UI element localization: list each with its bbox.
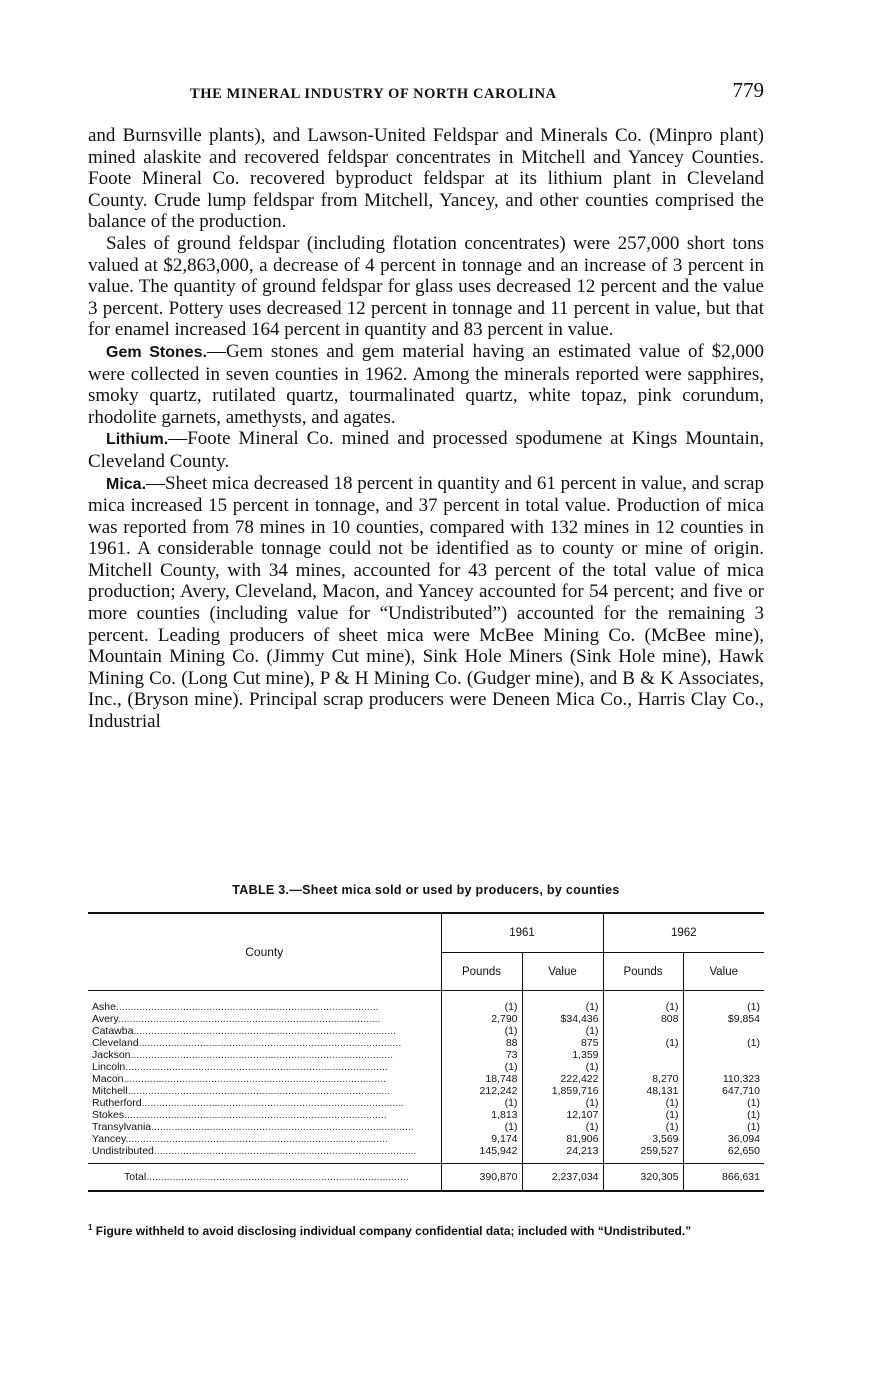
table-row bbox=[88, 1013, 764, 1025]
cell-pounds-1961: 9,174 bbox=[441, 1133, 522, 1145]
cell-value-1961: $34,436 bbox=[522, 1013, 603, 1025]
county-name: Avery.......................................................................................... bbox=[92, 1013, 381, 1025]
cell-pounds-1962 bbox=[603, 1049, 683, 1061]
table-row bbox=[88, 1133, 764, 1145]
table-row bbox=[88, 1109, 764, 1121]
county-name: Jackson.......................................................................................... bbox=[92, 1049, 394, 1061]
gem-stones-heading: Gem Stones. bbox=[106, 343, 208, 361]
cell-pounds-1962: 48,131 bbox=[603, 1085, 683, 1097]
cell-pounds-1962: 8,270 bbox=[603, 1073, 683, 1085]
county-name: Undistributed.......................................................................................... bbox=[92, 1145, 417, 1157]
cell-pounds-1962: 259,527 bbox=[603, 1145, 683, 1164]
column-header-county: County bbox=[88, 913, 441, 991]
table-body bbox=[88, 991, 764, 1164]
county-name: Rutherford.......................................................................................... bbox=[92, 1097, 405, 1109]
cell-pounds-1961: 88 bbox=[441, 1037, 522, 1049]
total-pounds-1961: 390,870 bbox=[441, 1164, 522, 1192]
running-title: THE MINERAL INDUSTRY OF NORTH CAROLINA bbox=[190, 86, 557, 102]
cell-pounds-1962: (1) bbox=[603, 991, 683, 1014]
table-row bbox=[88, 1061, 764, 1073]
cell-pounds-1962: 3,569 bbox=[603, 1133, 683, 1145]
cell-value-1961: 1,859,716 bbox=[522, 1085, 603, 1097]
total-value-1962: 866,631 bbox=[683, 1164, 764, 1192]
cell-pounds-1962: (1) bbox=[603, 1109, 683, 1121]
cell-pounds-1961: (1) bbox=[441, 1061, 522, 1073]
footnote bbox=[88, 1221, 764, 1238]
county-name: Ashe.......................................................................................... bbox=[92, 1001, 379, 1013]
body-text bbox=[88, 125, 764, 733]
county-name: Macon.......................................................................................... bbox=[92, 1073, 387, 1085]
cell-pounds-1962 bbox=[603, 1025, 683, 1037]
cell-pounds-1961: (1) bbox=[441, 1097, 522, 1109]
table-row-total bbox=[88, 1164, 764, 1192]
table-caption: TABLE 3.—Sheet mica sold or used by producers, by counties bbox=[232, 883, 620, 897]
cell-value-1961: (1) bbox=[522, 1121, 603, 1133]
cell-value-1961: 24,213 bbox=[522, 1145, 603, 1164]
column-header-1961: 1961 bbox=[441, 913, 603, 953]
cell-pounds-1962: 808 bbox=[603, 1013, 683, 1025]
cell-pounds-1961: 2,790 bbox=[441, 1013, 522, 1025]
cell-value-1961: 12,107 bbox=[522, 1109, 603, 1121]
cell-value-1962: (1) bbox=[683, 991, 764, 1014]
cell-value-1961: 1,359 bbox=[522, 1049, 603, 1061]
mica-table bbox=[88, 912, 764, 1192]
mica-text: —Sheet mica decreased 18 percent in quantity and 61 percent in value, and scrap mica increased 15 percent in tonnage, and 37 percent in total value. Production of mica was reported from 78 mines in 10 counties, compared with 132 mines in 12 counties in 1961. A considerable tonnage could not be identified as to county or mine of origin. Mitchell County, with 34 mines, accounted for 43 percent of the total value of mica production; Avery, Cleveland, Macon, and Yancey accounted for 54 percent; and five or more counties (including value for “Undistributed”) accounted for the remaining 3 percent. Leading producers of sheet mica were McBee Mining Co. (McBee mine), Mountain Mining Co. (Jimmy Cut mine), Sink Hole Miners (Sink Hole mine), Hawk Mining Co. (Long Cut mine), P & H Mining Co. (Gudger mine), and B & K Associates, Inc., (Bryson mine). Principal scrap producers were Deneen Mica Co., Harris Clay Co., Industrial bbox=[88, 472, 764, 733]
cell-pounds-1962: (1) bbox=[603, 1097, 683, 1109]
cell-pounds-1962: (1) bbox=[603, 1121, 683, 1133]
cell-pounds-1962: (1) bbox=[603, 1037, 683, 1049]
county-name: Catawba.......................................................................................... bbox=[92, 1025, 397, 1037]
cell-pounds-1961: (1) bbox=[441, 991, 522, 1014]
cell-value-1962: 647,710 bbox=[683, 1085, 764, 1097]
mica-heading: Mica. bbox=[106, 475, 147, 493]
cell-value-1961: (1) bbox=[522, 1025, 603, 1037]
county-name: Mitchell.......................................................................................... bbox=[92, 1085, 391, 1097]
lithium-heading: Lithium. bbox=[106, 431, 169, 449]
cell-value-1962 bbox=[683, 1049, 764, 1061]
table-row bbox=[88, 1073, 764, 1085]
county-name: Lincoln.......................................................................................... bbox=[92, 1061, 388, 1073]
total-label: Total.......................................................................................... bbox=[88, 1164, 441, 1192]
county-name: Cleveland.......................................................................................... bbox=[92, 1037, 402, 1049]
cell-value-1961: (1) bbox=[522, 1061, 603, 1073]
cell-value-1962: (1) bbox=[683, 1037, 764, 1049]
cell-value-1962: 110,323 bbox=[683, 1073, 764, 1085]
cell-value-1962: $9,854 bbox=[683, 1013, 764, 1025]
paragraph-lithium bbox=[88, 428, 764, 472]
cell-value-1961: (1) bbox=[522, 1097, 603, 1109]
cell-value-1961: (1) bbox=[522, 991, 603, 1014]
cell-value-1962: (1) bbox=[683, 1097, 764, 1109]
table-row bbox=[88, 991, 764, 1014]
table-row bbox=[88, 1097, 764, 1109]
footnote-text: Figure withheld to avoid disclosing individual company confidential data; included with “Undistributed.” bbox=[95, 1224, 692, 1238]
county-name: Yancey.......................................................................................... bbox=[92, 1133, 389, 1145]
cell-pounds-1961: 18,748 bbox=[441, 1073, 522, 1085]
total-value-1961: 2,237,034 bbox=[522, 1164, 603, 1192]
cell-value-1962 bbox=[683, 1061, 764, 1073]
cell-value-1962: 36,094 bbox=[683, 1133, 764, 1145]
cell-pounds-1961: (1) bbox=[441, 1121, 522, 1133]
county-name: Transylvania.......................................................................................... bbox=[92, 1121, 414, 1133]
cell-value-1961: 222,422 bbox=[522, 1073, 603, 1085]
cell-value-1962: (1) bbox=[683, 1109, 764, 1121]
county-name: Stokes.......................................................................................... bbox=[92, 1109, 387, 1121]
lithium-text: —Foote Mineral Co. mined and processed spodumene at Kings Mountain, Cleveland County. bbox=[88, 428, 764, 472]
footnote-mark: 1 bbox=[88, 1223, 93, 1232]
column-header-pounds-1961: Pounds bbox=[441, 953, 522, 991]
column-header-value-1962: Value bbox=[683, 953, 764, 991]
cell-pounds-1961: 1,813 bbox=[441, 1109, 522, 1121]
cell-value-1961: 81,906 bbox=[522, 1133, 603, 1145]
cell-pounds-1961: 212,242 bbox=[441, 1085, 522, 1097]
page-number: 779 bbox=[732, 78, 764, 102]
cell-value-1962: (1) bbox=[683, 1121, 764, 1133]
paragraph-feldspar-producers: and Burnsville plants), and Lawson-United Feldspar and Minerals Co. (Minpro plant) mined alaskite and recovered feldspar concentrates in Mitchell and Yancey Counties. Foote Mineral Co. recovered byproduct feldspar at its lithium plant in Cleveland County. Crude lump feldspar from Mitchell, Yancey, and other counties comprised the balance of the production. bbox=[88, 125, 764, 233]
cell-value-1962: 62,650 bbox=[683, 1145, 764, 1164]
cell-pounds-1961: (1) bbox=[441, 1025, 522, 1037]
column-header-1962: 1962 bbox=[603, 913, 764, 953]
cell-pounds-1961: 73 bbox=[441, 1049, 522, 1061]
cell-value-1962 bbox=[683, 1025, 764, 1037]
table-row bbox=[88, 1121, 764, 1133]
column-header-value-1961: Value bbox=[522, 953, 603, 991]
gem-stones-text: —Gem stones and gem material having an estimated value of $2,000 were collected in seven counties in 1962. Among the minerals reported were sapphires, smoky quartz, rutilated quartz, tourmalinated quartz, white topaz, pink corundum, rhodolite garnets, amethysts, and agates. bbox=[88, 340, 764, 428]
table-row bbox=[88, 1025, 764, 1037]
table-row bbox=[88, 1049, 764, 1061]
paragraph-gem-stones bbox=[88, 341, 764, 428]
column-header-pounds-1962: Pounds bbox=[603, 953, 683, 991]
cell-pounds-1962 bbox=[603, 1061, 683, 1073]
paragraph-ground-feldspar: Sales of ground feldspar (including flotation concentrates) were 257,000 short tons valued at $2,863,000, a decrease of 4 percent in tonnage and an increase of 3 percent in value. The quantity of ground feldspar for glass uses decreased 12 percent and the value 3 percent. Pottery uses decreased 12 percent in tonnage and 11 percent in value, but that for enamel increased 164 percent in quantity and 83 percent in value. bbox=[88, 232, 764, 341]
table-row bbox=[88, 1145, 764, 1164]
total-pounds-1962: 320,305 bbox=[603, 1164, 683, 1192]
page-header bbox=[88, 78, 764, 108]
cell-pounds-1961: 145,942 bbox=[441, 1145, 522, 1164]
paragraph-mica bbox=[88, 473, 764, 733]
table-row bbox=[88, 1085, 764, 1097]
cell-value-1961: 875 bbox=[522, 1037, 603, 1049]
table-row bbox=[88, 1037, 764, 1049]
